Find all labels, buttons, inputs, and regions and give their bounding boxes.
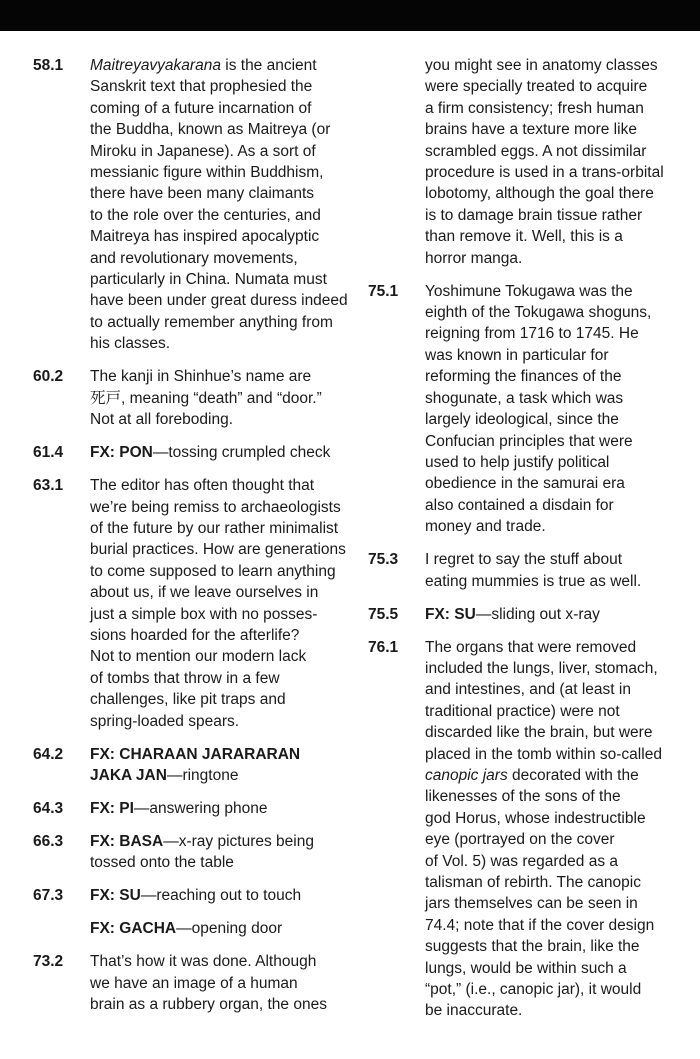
note-number: 67.3 [33, 887, 64, 905]
note-entry [368, 604, 688, 625]
note-number: 75.5 [368, 605, 399, 623]
note-line [90, 798, 353, 819]
note-line [90, 442, 353, 463]
text-segment: —x-ray pictures being [163, 832, 314, 850]
note-line: lobotomy, although the goal there [425, 185, 654, 203]
text-segment: —tossing crumpled check [152, 444, 331, 462]
note-line: I regret to say the stuff about [425, 551, 623, 569]
note-entry [33, 442, 353, 463]
note-line: Sanskrit text that prophesied the [90, 78, 313, 96]
note-line: coming of a future incarnation of [90, 99, 312, 117]
note-line: The organs that were removed [425, 638, 637, 656]
note-line: burial practices. How are generations [90, 541, 346, 559]
note-line: horror manga. [425, 249, 523, 267]
note-line: sions hoarded for the afterlife? [90, 626, 300, 644]
note-line: we have an image of a human [90, 974, 298, 992]
note-line: of Vol. 5) was regarded as a [425, 852, 619, 870]
text-segment: decorated with the [507, 766, 639, 784]
note-line: also contained a disdain for [425, 496, 614, 514]
note-line: of the future by our rather minimalist [90, 519, 339, 537]
note-line: spring-loaded spears. [90, 712, 240, 730]
note-line: eating mummies is true as well. [425, 572, 642, 590]
note-line: Maitreya has inspired apocalyptic [90, 228, 320, 246]
right-column [368, 55, 688, 1033]
note-line: be inaccurate. [425, 1002, 523, 1020]
note-number: 64.2 [33, 745, 64, 763]
note-line: Yoshimune Tokugawa was the [425, 282, 633, 300]
note-entry [368, 55, 688, 269]
note-line: largely ideological, since the [425, 411, 619, 429]
note-line: about us, if we leave ourselves in [90, 584, 319, 602]
note-line [425, 604, 688, 625]
note-line: 死戸, meaning “death” and “door.” [90, 389, 322, 407]
note-line [90, 765, 353, 786]
sound-effect-label: JAKA JAN [90, 766, 167, 784]
note-line: suggests that the brain, like the [425, 938, 640, 956]
note-line: That’s how it was done. Although [90, 953, 317, 971]
note-line: placed in the tomb within so-called [425, 745, 662, 763]
note-entry [33, 366, 353, 430]
note-line: 74.4; note that if the cover design [425, 916, 655, 934]
text-segment: is the ancient [220, 57, 317, 74]
note-line: Not to mention our modern lack [90, 648, 307, 666]
note-line: reforming the finances of the [425, 368, 622, 386]
note-number: 73.2 [33, 953, 64, 971]
note-line: obedience in the samurai era [425, 475, 625, 493]
note-entry [33, 951, 353, 1015]
note-line: than remove it. Well, this is a [425, 228, 623, 246]
note-line: have been under great duress indeed [90, 292, 348, 310]
text-segment: —ringtone [166, 766, 239, 784]
note-line: brains have a texture more like [425, 121, 637, 139]
note-entry [33, 798, 353, 819]
note-line: is to damage brain tissue rather [425, 206, 643, 224]
note-line: to come supposed to learn anything [90, 562, 336, 580]
note-line: scrambled eggs. A not dissimilar [425, 142, 647, 160]
note-line: talisman of rebirth. The canopic [425, 874, 641, 891]
note-line: shogunate, a task which was [425, 389, 624, 407]
note-line [90, 831, 353, 852]
text-segment: —sliding out x-ray [475, 605, 600, 623]
note-entry [368, 281, 688, 538]
note-line: used to help justify political [425, 453, 610, 471]
note-line: eye (portrayed on the cover [425, 831, 615, 849]
note-number: 76.1 [368, 638, 399, 656]
note-line [90, 885, 353, 906]
note-line: particularly in China. Numata must [90, 271, 327, 289]
note-line: tossed onto the table [90, 854, 234, 872]
italic-term: Maitreyavyakarana [90, 57, 221, 74]
note-line: challenges, like pit traps and [90, 691, 286, 709]
note-line [90, 918, 353, 939]
note-line [90, 744, 353, 765]
left-column [33, 55, 353, 1027]
note-number: 66.3 [33, 832, 64, 850]
note-line: procedure is used in a trans-orbital [425, 164, 664, 182]
note-line: included the lungs, liver, stomach, [425, 659, 658, 677]
note-line: Confucian principles that were [425, 432, 633, 450]
note-number: 58.1 [33, 57, 64, 74]
note-line: jars themselves can be seen in [425, 895, 638, 913]
note-line: we’re being remiss to archaeologists [90, 498, 341, 516]
note-line: there have been many claimants [90, 185, 315, 203]
note-number: 75.1 [368, 282, 399, 300]
note-line: his classes. [90, 335, 171, 353]
note-line: and revolutionary movements, [90, 249, 298, 267]
note-line: likenesses of the sons of the [425, 788, 621, 806]
note-line: god Horus, whose indestructible [425, 809, 646, 827]
sound-effect-label: FX: CHARAAN JARARARAN [90, 745, 301, 763]
note-entry [33, 831, 353, 874]
note-line: you might see in anatomy classes [425, 57, 658, 74]
note-number: 63.1 [33, 477, 64, 495]
note-line: to actually remember anything from [90, 313, 333, 331]
sound-effect-label: FX: BASA [90, 832, 164, 850]
note-number: 75.3 [368, 551, 399, 569]
note-line [90, 55, 353, 76]
note-number: 60.2 [33, 368, 64, 386]
note-line: messianic figure within Buddhism, [90, 164, 324, 182]
note-number: 61.4 [33, 444, 64, 462]
note-line [425, 765, 688, 786]
note-line: were specially treated to acquire [425, 78, 648, 96]
sound-effect-label: FX: SU [90, 887, 141, 905]
note-line: eighth of the Tokugawa shoguns, [425, 304, 652, 322]
top-black-bar [0, 0, 700, 31]
note-line: traditional practice) were not [425, 702, 620, 720]
italic-term: canopic jars [425, 766, 508, 784]
note-line: of tombs that throw in a few [90, 669, 280, 687]
note-number: 64.3 [33, 799, 64, 817]
sound-effect-label: FX: PI [90, 799, 134, 817]
note-line: The editor has often thought that [90, 477, 315, 495]
sound-effect-label: FX: GACHA [90, 920, 177, 938]
text-segment: —answering phone [133, 799, 268, 817]
note-entry [368, 549, 688, 592]
note-entry [33, 744, 353, 787]
note-entry [33, 475, 353, 732]
note-line: to the role over the centuries, and [90, 206, 321, 224]
note-line: “pot,” (i.e., canopic jar), it would [425, 981, 642, 999]
note-line: was known in particular for [425, 346, 609, 364]
note-line: The kanji in Shinhue’s name are [90, 368, 312, 386]
note-line: lungs, would be within such a [425, 959, 627, 977]
note-line: the Buddha, known as Maitreya (or [90, 121, 331, 139]
note-line: money and trade. [425, 518, 546, 536]
sound-effect-label: FX: PON [90, 444, 153, 462]
sound-effect-label: FX: SU [425, 605, 476, 623]
note-line: reigning from 1716 to 1745. He [425, 325, 639, 343]
note-entry [33, 918, 353, 939]
text-segment: —opening door [176, 920, 283, 938]
note-line: just a simple box with no posses- [90, 605, 318, 623]
note-line: a firm consistency; fresh human [425, 99, 644, 117]
note-entry [33, 885, 353, 906]
note-line: and intestines, and (at least in [425, 681, 631, 699]
text-segment: —reaching out to touch [140, 887, 302, 905]
note-line: brain as a rubbery organ, the ones [90, 996, 327, 1014]
note-line: Miroku in Japanese). As a sort of [90, 142, 316, 160]
note-entry [368, 637, 688, 1022]
note-entry [33, 55, 353, 355]
note-line: Not at all foreboding. [90, 411, 234, 429]
note-line: discarded like the brain, but were [425, 724, 653, 742]
